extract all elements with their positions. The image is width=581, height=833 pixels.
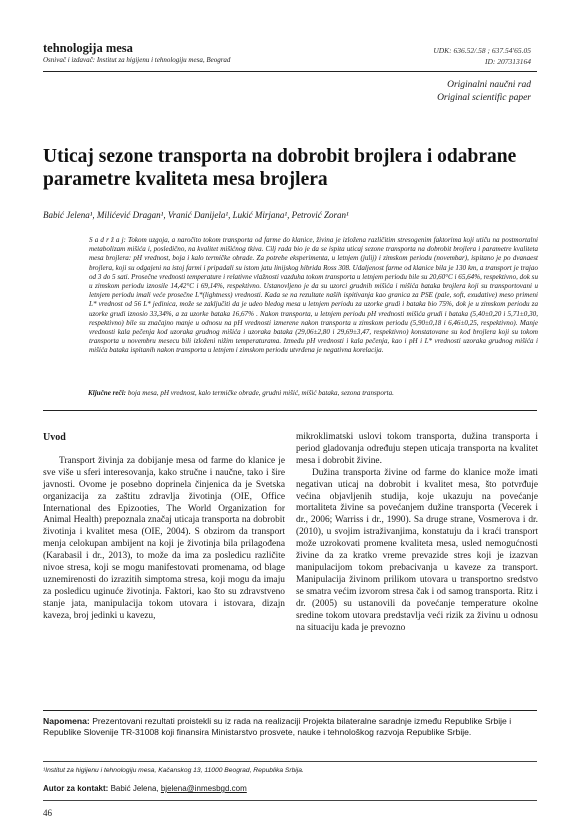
- keywords-text: boja mesa, pH vrednost, kalo termičke obrade, grudni mišić, mišić bataka, sezona transporta.: [127, 389, 394, 397]
- article-title: Uticaj sezone transporta na dobrobit brojlera i odabrane parametre kvaliteta mesa brojlera: [43, 146, 517, 190]
- contact-label: Autor za kontakt:: [43, 784, 109, 793]
- udk-code: UDK: 636.52/.58 ; 637.54'65.05: [433, 46, 531, 55]
- publisher-line: Osnivač i izdavač: Institut za higijenu i tehnologiju mesa, Beograd: [43, 56, 231, 64]
- abstract-text: S a d r ž a j: Tokom uzgoja, a naročito tokom transporta od farme do klanice, živina je izložena različitim stresogenim faktorima koji utiču na postmortalni metabolizam mišića i, posledično, na kvalitet mišićnog tkiva. Cilj rada bio je da se ispita uticaj sezone transporta na dobrobit brojlera i parametre kvaliteta mesa brojlera: pH vrednost, boja i kalo termičke obrade. Za potrebe eksperimenta, u letnjem (julij) i zimskom periodu (novembar), ispitano je po dvanaest brojlera, koji su odgajeni na istoj farmi i pripadali su istom jatu linijskog hibrida Ross 308. Udaljenost farme od klanice bila je 130 km, a transport je trajao od 3 do 5 sati. Prosečne vrednosti temperature i relativne vlažnosti vazduha tokom transporta u letnjem periodu bile su 20,60°C i 65,64%, respektivno, dok su u zimskom periodu iznosile 14,42°C i 69,14%, respektivno. Ustanovljeno je da su uzorci grudnih mišića i mišića bataka brojlera koji su transportovani u letnjem periodu imali veće prosečne L*(lightness) vrednosti. Kada se na rezultate naših ispitivanja kao granica za PSE (pale, soft, exudative) meso primeni L* vrednost od 56 L* jedinica, može se zaključiti da je udeo bledog mesa u letnjem periodu za uzorke grudi i bataka bio 75%, dok je u zimskom periodu za uzorke grudi iznosio 33,34%, a za uzorke bataka 16,67% . Nakon transporta, u letnjem periodu pH vrednosti mišića grudi i bataka (5,40±0,20 i 5,71±0,30, respektivno) bile su značajno manje u odnosu na pH vrednosti izmerene nakon transporta u zimskom periodu (5,90±0,18 i 6,46±0,25, respektivno). Manje vrednosti kala pečenja kod uzoraka grudnog mišića i uzoraka bataka (29,06±2,80 i 29,69±3,47, respektivno) konstatovane su kod brojlera koji su tokom transporta u novembru mesecu bili izloženi nižim temperaturama. Između pH vrednosti i kala pečenja, kao i pH i L* vrednosti uzoraka grudnog mišića i mišića bataka ispitanih nakon transporta u letnjem i zimskom periodu utvrđena je negativna korelacija.: [89, 236, 538, 355]
- journal-title: tehnologija mesa: [43, 41, 133, 55]
- keywords-label: Ključne reči:: [88, 389, 127, 397]
- abstract: [43, 236, 538, 356]
- page-number: 46: [43, 808, 52, 818]
- intro-column-left: [43, 432, 285, 623]
- note-text: Prezentovani rezultati proistekli su iz rada na realizaciji Projekta bilateralne saradnje između Republike Srbije i Republike Slovenije TR-31008 koji finansira Ministarstvo prosvete, nauke i tehnološkog razvoja Republike Srbije.: [43, 716, 512, 737]
- document-id: ID: 207313164: [484, 57, 531, 66]
- affiliation: ¹Institut za higijenu i tehnologiju mesa, Kačanskog 13, 11000 Beograd, Republika Srbija.: [43, 767, 304, 774]
- abstract-divider: [43, 410, 537, 411]
- intro-column-right: [296, 432, 538, 634]
- paper-type: [437, 79, 531, 104]
- contact-name: Babić Jelena,: [110, 784, 159, 793]
- paper-type-en: Original scientific paper: [437, 92, 531, 103]
- footer-divider: [43, 800, 537, 801]
- funding-note: [43, 716, 538, 738]
- contact-email-link[interactable]: bjelena@inmesbgd.com: [160, 784, 247, 793]
- paragraph: mikroklimatski uslovi tokom transporta, dužina transporta i period gladovanja određuju stepen uticaja transporta na kvalitet mesa i dobrobit živine.: [296, 432, 538, 466]
- keywords: [88, 389, 394, 397]
- note-label: Napomena:: [43, 716, 90, 726]
- udk-block: [433, 45, 531, 67]
- paragraph: Dužina transporta živine od farme do klanice može imati negativan uticaj na dobrobit i kvalitet mesa, što potvrđuje većina objavljenih studija, koje ukazuju na povećanje mortaliteta živine sa povećanjem dužine transporta (Vecerek i dr., 2006; Warriss i dr., 1990). Sa druge strane, Vosmerova i dr. (2010), u svojim istraživanjima, konstatuju da i kraći transport može uzrokovati promene kvaliteta mesa, usled nemogućnosti živine da za kratko vreme prevazide stres koji je izazvan manipulacijom tokom prebacivanja u kaveze za transport. Manipulacija živinom prilikom utovara u transportno sredstvo se smatra većim izvorom stresa čak i od samog transporta. Ritz i dr. (2005) su ustanovili da povećanje temperature okolne sredine tokom utovara predstavlja veći rizik za živinu u odnosu na situaciju kada je prevozno: [296, 467, 538, 633]
- header-divider: [43, 71, 537, 72]
- paper-type-sr: Originalni naučni rad: [447, 80, 531, 90]
- affiliation-divider: [43, 761, 537, 762]
- contact-author: [43, 784, 247, 793]
- section-heading: Uvod: [43, 432, 66, 443]
- author-list: Babić Jelena¹, Milićević Dragan¹, Vranić Danijela¹, Lukić Mirjana¹, Petrović Zoran¹: [43, 210, 349, 220]
- paragraph: Transport živinja za dobijanje mesa od farme do klanice je sve više u sferi interesovanja, kako stručne i naučne, tako i šire javnosti. Ovome je posebno doprinela činjenica da je Svetska organizacija za zaštitu zdravlja životinja (OIE, Office International des Epizooties, The World Organization for Animal Health) prepoznala značaj uticaja transporta na dobrobit životinja i kvalitet mesa (OIE, 2004). S obzirom da transport menja celokupan ambijent na koji je životinja bila prilagođena (Karabasil i dr., 2013), to može da ima za posledicu različite nivoe stresa, koji se mogu manifestovati promenama, od blage uznemirenosti do izrazitih simptoma stresa, koji mogu da imaju za posledicu uginuće životinja. Faktori, kao što su zdravstveno stanje jata, manipulacija tokom utovara i istovara, dizajn kaveza, broj jedinki u kavezu,: [43, 455, 285, 621]
- note-divider: [43, 710, 537, 711]
